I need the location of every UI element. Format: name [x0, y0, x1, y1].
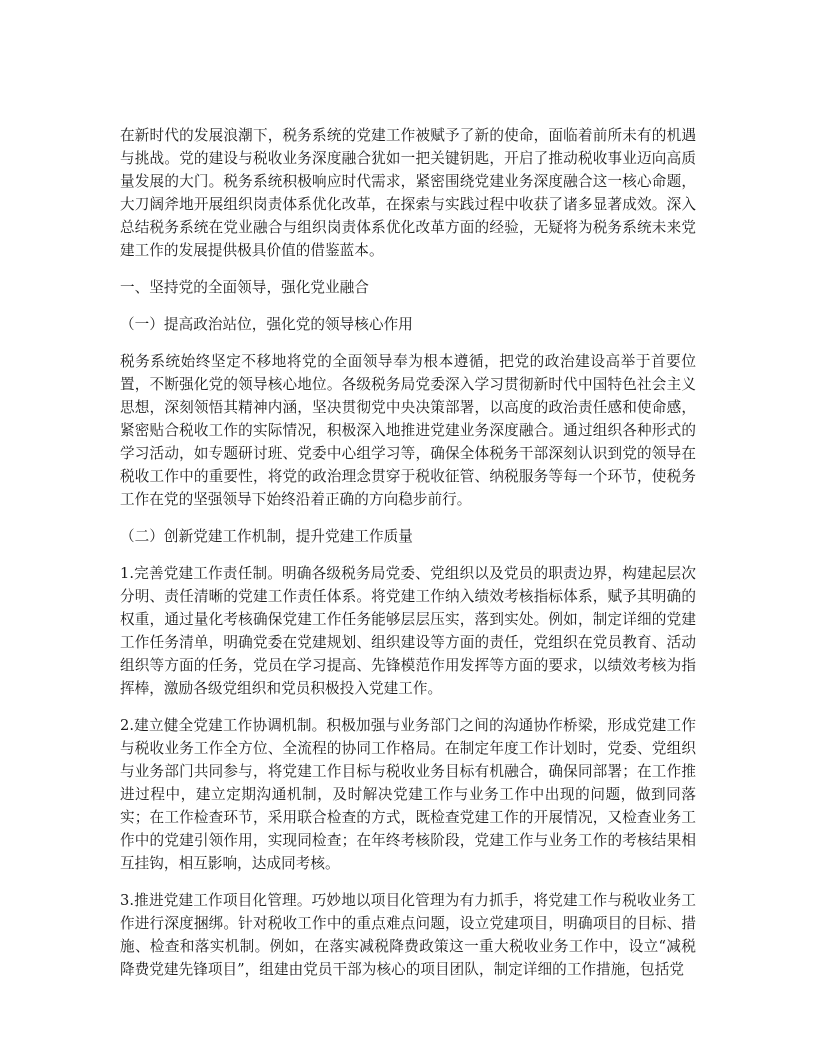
list-item: 2.建立健全党建工作协调机制。积极加强与业务部门之间的沟通协作桥梁，形成党建工作与税收业务工作全方位、全流程的协同工作格局。在制定年度工作计划时，党委、党组织与业务部门共同参与，将党建工作目标与税收业务目标有机融合，确保同部署；在工作推进过程中，建立定期沟通机制，及时解决党建工作与业务工作中出现的问题，做到同落实；在工作检查环节，采用联合检查的方式，既检查党建工作的开展情况，又检查业务工作中的党建引领作用，实现同检查；在年终考核阶段，党建工作与业务工作的考核结果相互挂钩，相互影响，达成同考核。 [120, 717, 696, 872]
subsection-body: 税务系统始终坚定不移地将党的全面领导奉为根本遵循，把党的政治建设高举于首要位置，不断强化党的领导核心地位。各级税务局党委深入学习贯彻新时代中国特色社会主义思想，深刻领悟其精神内涵，坚决贯彻党中央决策部署，以高度的政治责任感和使命感，紧密贴合税收工作的实际情况，积极深入地推进党建业务深度融合。通过组织各种形式的学习活动，如专题研讨班、党委中心组学习等，确保全体税务干部深刻认识到党的领导在税收工作中的重要性，将党的政治理念贯穿于税收征管、纳税服务等每一个环节，使税务工作在党的坚强领导下始终沿着正确的方向稳步前行。 [120, 353, 696, 508]
intro-paragraph: 在新时代的发展浪潮下，税务系统的党建工作被赋予了新的使命，面临着前所未有的机遇与挑战。党的建设与税收业务深度融合犹如一把关键钥匙，开启了推动税收事业迈向高质量发展的大门。税务系统积极响应时代需求，紧密围绕党建业务深度融合这一核心命题，大刀阔斧地开展组织岗责体系优化改革，在探索与实践过程中收获了诸多显著成效。深入总结税务系统在党业融合与组织岗责体系优化改革方面的经验，无疑将为税务系统未来党建工作的发展提供极具价值的借鉴蓝本。 [120, 127, 696, 259]
subsection-heading: （一）提高政治站位，强化党的领导核心作用 [120, 316, 413, 333]
section-heading: 一、坚持党的全面领导，强化党业融合 [120, 279, 369, 296]
document-page [120, 124, 696, 995]
list-item: 1.完善党建工作责任制。明确各级税务局党委、党组织以及党员的职责边界，构建起层次分明、责任清晰的党建工作责任体系。将党建工作纳入绩效考核指标体系，赋予其明确的权重，通过量化考核确保党建工作任务能够层层压实，落到实处。例如，制定详细的党建工作任务清单，明确党委在党建规划、组织建设等方面的责任，党组织在党员教育、活动组织等方面的任务，党员在学习提高、先锋模范作用发挥等方面的要求，以绩效考核为指挥棒，激励各级党组织和党员积极投入党建工作。 [120, 565, 696, 697]
subsection-heading: （二）创新党建工作机制，提升党建工作质量 [120, 528, 413, 545]
list-item: 3.推进党建工作项目化管理。巧妙地以项目化管理为有力抓手，将党建工作与税收业务工作进行深度捆绑。针对税收工作中的重点难点问题，设立党建项目，明确项目的目标、措施、检查和落实机制。例如，在落实减税降费政策这一重大税收业务工作中，设立“减税降费党建先锋项目”，组建由党员干部为核心的项目团队，制定详细的工作措施，包括党 [120, 892, 696, 978]
